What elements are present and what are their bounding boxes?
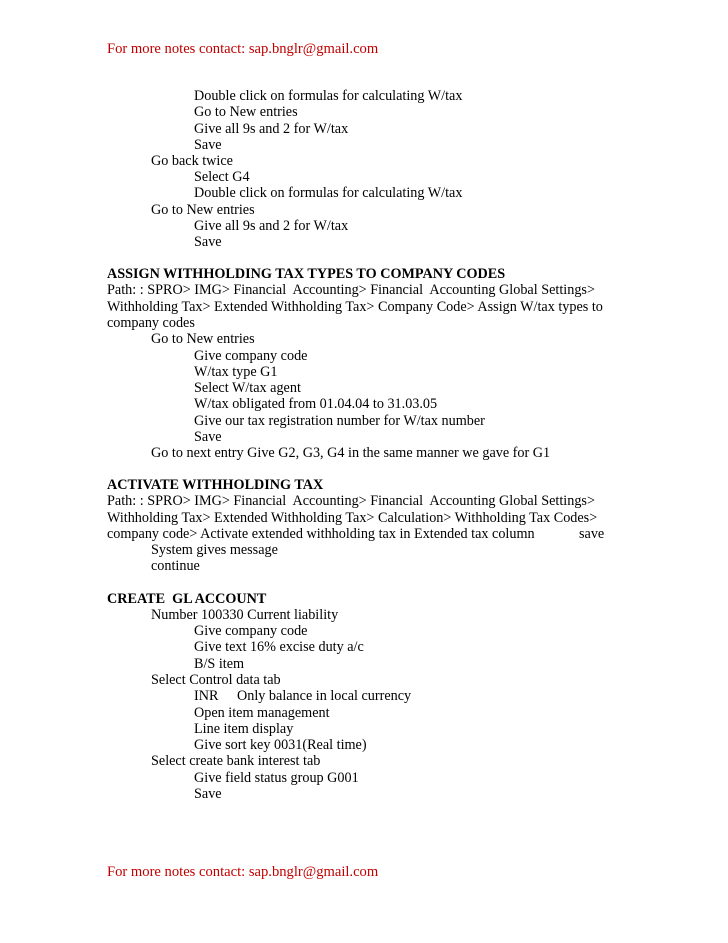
step-line: W/tax type G1 — [194, 364, 278, 380]
step-line: Go to New entries — [151, 331, 255, 347]
step-line: Give all 9s and 2 for W/tax — [194, 218, 349, 234]
step-line: Give text 16% excise duty a/c — [194, 639, 364, 655]
step-line: Number 100330 Current liability — [151, 607, 339, 623]
step-line: Line item display — [194, 721, 294, 737]
step-line: Select Control data tab — [151, 672, 281, 688]
footer-contact: For more notes contact: sap.bnglr@gmail.com — [107, 864, 379, 880]
step-line: Give company code — [194, 623, 308, 639]
step-line: Give company code — [194, 348, 308, 364]
path-line: company codes — [107, 315, 195, 331]
path-line: company code> Activate extended withholding tax in Extended tax column — [107, 526, 535, 542]
step-line: Double click on formulas for calculating W/tax — [194, 88, 463, 104]
path-line: Withholding Tax> Extended Withholding Tax> Company Code> Assign W/tax types to — [107, 299, 603, 315]
step-line: Only balance in local currency — [237, 688, 412, 704]
step-line: B/S item — [194, 656, 245, 672]
path-line: Withholding Tax> Extended Withholding Tax> Calculation> Withholding Tax Codes> — [107, 510, 598, 526]
step-line: Select create bank interest tab — [151, 753, 321, 769]
path-line: Path: : SPRO> IMG> Financial Accounting> Financial Accounting Global Settings> — [107, 493, 595, 509]
step-line: Open item management — [194, 705, 330, 721]
save-note: save — [579, 526, 605, 542]
step-line: Go back twice — [151, 153, 233, 169]
path-line: Path: : SPRO> IMG> Financial Accounting> Financial Accounting Global Settings> — [107, 282, 595, 298]
section-heading-gl: CREATE GL ACCOUNT — [107, 591, 267, 607]
step-line: System gives message — [151, 542, 278, 558]
step-line: Save — [194, 137, 222, 153]
step-line: Go to New entries — [151, 202, 255, 218]
step-line: Give sort key 0031(Real time) — [194, 737, 367, 753]
step-line: Double click on formulas for calculating W/tax — [194, 185, 463, 201]
step-line: Save — [194, 786, 222, 802]
step-line: continue — [151, 558, 200, 574]
section-heading-activate: ACTIVATE WITHHOLDING TAX — [107, 477, 324, 493]
step-line: Select G4 — [194, 169, 250, 185]
step-line: Go to next entry Give G2, G3, G4 in the same manner we gave for G1 — [151, 445, 551, 461]
step-line: Save — [194, 234, 222, 250]
header-contact: For more notes contact: sap.bnglr@gmail.com — [107, 41, 379, 57]
step-line: Give our tax registration number for W/tax number — [194, 413, 485, 429]
step-line: Give all 9s and 2 for W/tax — [194, 121, 349, 137]
step-line: Give field status group G001 — [194, 770, 359, 786]
step-line: W/tax obligated from 01.04.04 to 31.03.05 — [194, 396, 438, 412]
currency-label: INR — [194, 688, 219, 704]
step-line: Save — [194, 429, 222, 445]
step-line: Go to New entries — [194, 104, 298, 120]
step-line: Select W/tax agent — [194, 380, 301, 396]
section-heading-assign: ASSIGN WITHHOLDING TAX TYPES TO COMPANY CODES — [107, 266, 506, 282]
